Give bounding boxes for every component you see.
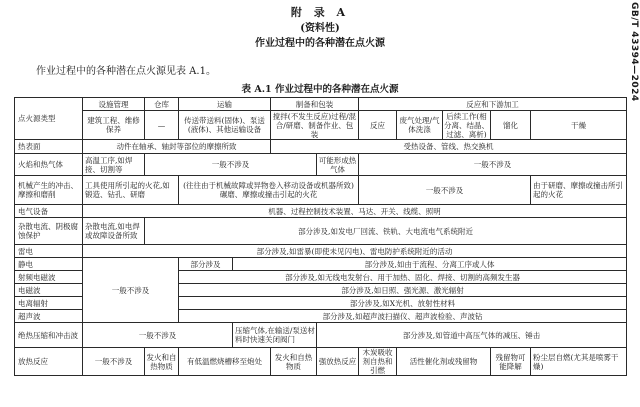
cell-flame-b: 一般不涉及 — [145, 154, 317, 176]
row-flame — [15, 154, 627, 176]
cell-exo-h: 残留物可能降解 — [491, 348, 531, 376]
cell-flame-a: 高温工序,如焊接、切割等 — [83, 154, 145, 176]
corner-header-cell: 点火源类型 — [15, 98, 83, 140]
row-mechanical-spark — [15, 176, 627, 205]
cell-exo-a: 一般不涉及 — [83, 348, 145, 376]
col-group-manufacture: 制备和包装 — [271, 98, 359, 111]
cell-lightning-a: 部分涉及,如雷暴(即使未见闪电)、雷电防护系统附近的活动 — [83, 245, 627, 258]
cell-exo-g: 活性催化剂或残留物 — [397, 348, 491, 376]
row-label-exothermic: 放热反应 — [15, 348, 83, 376]
cell-em-a: 部分涉及,如日照、强光源、激光辐射 — [179, 284, 627, 297]
row-static — [15, 258, 627, 271]
col-group-transport: 运输 — [179, 98, 271, 111]
row-label-flame: 火焰和热气体 — [15, 154, 83, 176]
subhead-manufacture: 搅拌(不发生反应)过程/混合/研磨、制备作业、包装 — [271, 111, 359, 140]
cell-hot-surface-a: 动件在轴承、轴封等部位的摩擦所致 — [83, 140, 271, 154]
cell-electrical-a: 机器、过程控制技术装置、马达、开关、线缆、照明 — [83, 205, 627, 218]
cell-exo-c: 有低温燃烧槽移至炮处 — [179, 348, 271, 376]
cell-exo-e: 强放热反应 — [317, 348, 359, 376]
cell-hot-surface-b: 受热设备、管线、热交换机 — [271, 140, 627, 154]
cell-stray-a: 杂散电流,如电焊或故障设备所致 — [83, 218, 145, 245]
cell-stray-b: 部分涉及,如发电厂回流、铁轨、大电流电气系统附近 — [145, 218, 627, 245]
appendix-kind: (资料性) — [300, 23, 340, 34]
cell-exo-d: 发火和自热物质 — [271, 348, 317, 376]
appendix-title: 附 录 A — [290, 6, 350, 19]
cell-spark-c: 一般不涉及 — [359, 176, 531, 205]
cell-flame-d: 一般不涉及 — [359, 154, 627, 176]
row-label-ionizing: 电离辐射 — [15, 297, 83, 310]
row-label-em-waves: 电磁波 — [15, 284, 83, 297]
col-group-equipment: 设施管理 — [83, 98, 145, 111]
table-header-row-1 — [15, 98, 627, 111]
subhead-gas-treatment: 废气处理/气体洗涤 — [397, 111, 443, 140]
row-label-stray-current: 杂散电流、阴极腐蚀保护 — [15, 218, 83, 245]
row-hot-surface — [15, 140, 627, 154]
cell-compress-a: 一般不涉及 — [83, 323, 233, 348]
cell-static-a: 部分涉及 — [179, 258, 233, 271]
subhead-distillation: 馏化 — [491, 111, 531, 140]
cell-ionizing-a: 部分涉及,如X光机、放射性材料 — [179, 297, 627, 310]
cell-compress-c: 部分涉及,如管道中高压气体的减压、锤击 — [317, 323, 627, 348]
row-label-mechanical-spark: 机械产生的冲击、摩擦和磨削 — [15, 176, 83, 205]
row-label-ultrasound: 超声波 — [15, 310, 83, 323]
cell-spark-a: 工具使用所引起的火花,如锻造、钻孔、研磨 — [83, 176, 179, 205]
ignition-source-table — [14, 97, 627, 376]
row-label-adiabatic-compression: 绝热压缩和冲击波 — [15, 323, 83, 348]
row-electrical — [15, 205, 627, 218]
row-lightning — [15, 245, 627, 258]
subhead-reaction: 反应 — [359, 111, 397, 140]
subhead-equipment: 建筑工程、维修保养 — [83, 111, 145, 140]
subhead-warehouse: — — [145, 111, 179, 140]
col-group-reaction: 反应和下游加工 — [359, 98, 627, 111]
cell-exo-f: 木炭吸收剂自热和引燃 — [359, 348, 397, 376]
cell-exo-i: 粉尘层自燃(尤其是喷雾干燥) — [531, 348, 627, 376]
subhead-transport: 传送带送料(固体)、泵送(液体)、其他运输设备 — [179, 111, 271, 140]
cell-spark-d: 由于研磨、摩擦或撞击所引起的火花 — [531, 176, 627, 205]
row-label-electrical: 电气设备 — [15, 205, 83, 218]
appendix-subtitle: 作业过程中的各种潜在点火源 — [255, 38, 385, 49]
row-exothermic — [15, 348, 627, 376]
cell-compress-b: 压缩气体,在输送/泵送材料时快速关闭阀门 — [233, 323, 317, 348]
row-adiabatic-compression — [15, 323, 627, 348]
row-label-static: 静电 — [15, 258, 83, 271]
table-header-row-2 — [15, 111, 627, 140]
cell-not-applicable-merged: 一般不涉及 — [83, 258, 179, 323]
document-header — [0, 0, 640, 95]
intro-paragraph: 作业过程中的各种潜在点火源见表 A.1。 — [36, 66, 216, 77]
subhead-drying: 干燥 — [531, 111, 627, 140]
row-label-rf-waves: 射频电磁波 — [15, 271, 83, 284]
cell-exo-b: 发火和自热物质 — [145, 348, 179, 376]
subhead-post-processing: 后续工作(相分离、结晶、过滤、离析) — [444, 111, 489, 139]
cell-static-b: 部分涉及,如由于流程、分离工序或人体 — [233, 258, 627, 271]
row-stray-current — [15, 218, 627, 245]
cell-spark-b: (往往由于机械故障或异物卷入移动设备或机器所致)碾磨、摩擦或撞击引起的火花 — [179, 176, 359, 205]
cell-rf-a: 部分涉及,如无线电发射台、用于加热、固化、焊接、切割的高频发生器 — [179, 271, 627, 284]
cell-flame-c: 可能形成热气体 — [317, 154, 359, 176]
row-label-lightning: 雷电 — [15, 245, 83, 258]
col-group-warehouse: 仓库 — [145, 98, 179, 111]
standard-code: GB/T 43394—2024 — [629, 2, 639, 102]
table-caption: 表 A.1 作业过程中的各种潜在点火源 — [241, 84, 399, 95]
row-label-hot-surface: 热表面 — [15, 140, 83, 154]
cell-ultrasound-a: 部分涉及,如超声波扫描仪、超声波检验、声波钻 — [179, 310, 627, 323]
